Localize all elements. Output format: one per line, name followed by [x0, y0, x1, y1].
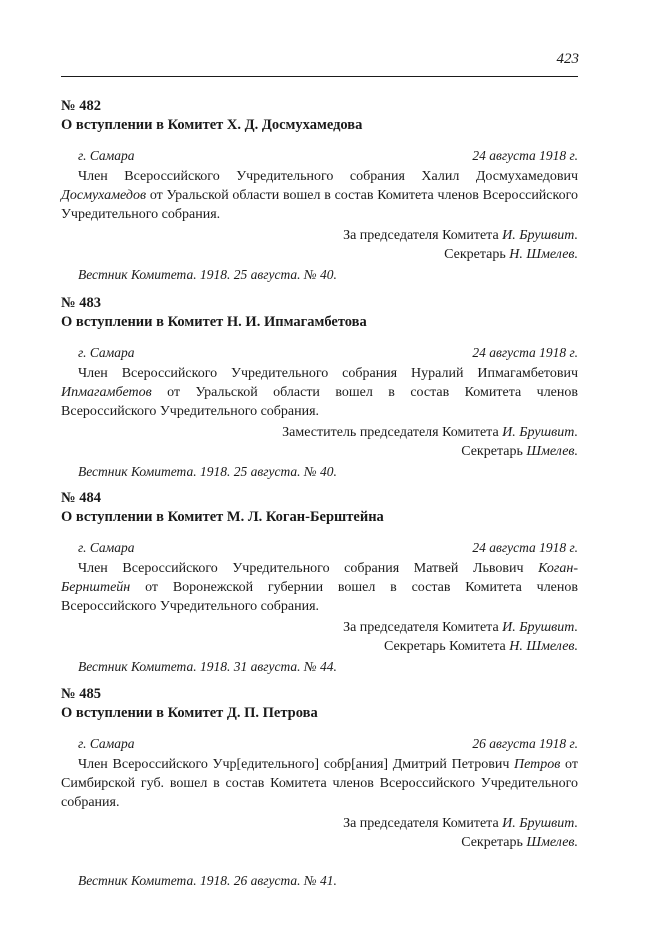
signature-secretary [61, 442, 578, 461]
document-484 [61, 489, 578, 676]
signature-chairman [61, 814, 578, 833]
signature-name: Н. Шмелев. [509, 639, 578, 654]
signature-name: Шмелев. [526, 444, 578, 459]
source-citation: Вестник Комитета. 1918. 31 августа. № 44. [78, 659, 337, 674]
place: г. Самара [78, 540, 135, 555]
document-title: О вступлении в Комитет Н. И. Ипмагамбетова [61, 314, 367, 330]
document-title: О вступлении в Комитет Д. П. Петрова [61, 705, 318, 721]
body-text-end: от Уральской области вошел в состав Комитета членов Всероссийского Учредительного собрания. [61, 188, 578, 222]
signature-secretary [61, 637, 578, 656]
member-name: Петров [514, 757, 561, 772]
document-483 [61, 294, 578, 481]
signature-role: Заместитель председателя Комитета [282, 425, 503, 440]
document-482 [61, 97, 578, 284]
place-date-line [61, 146, 578, 165]
signature-name: И. Брушвит. [502, 228, 578, 243]
document-485 [61, 685, 578, 890]
signature-secretary [61, 833, 578, 852]
member-name: Коган-Бернштейн [61, 561, 578, 595]
date: 24 августа 1918 г. [472, 148, 578, 163]
document-body [61, 755, 578, 812]
signature-chairman [61, 423, 578, 442]
document-body [61, 167, 578, 224]
signature-chairman [61, 618, 578, 637]
place: г. Самара [78, 736, 135, 751]
signature-name: И. Брушвит. [502, 425, 578, 440]
place-date-line [61, 343, 578, 362]
document-number: № 484 [61, 490, 101, 506]
document-title: О вступлении в Комитет М. Л. Коган-Берштейна [61, 509, 384, 525]
document-number: № 485 [61, 686, 101, 702]
signature-secretary [61, 245, 578, 264]
place: г. Самара [78, 345, 135, 360]
document-body [61, 559, 578, 616]
place-date-line [61, 538, 578, 557]
body-text-end: от Воронежской губернии вошел в состав Комитета членов Всероссийского Учредительного собрания. [61, 580, 578, 614]
signature-name: И. Брушвит. [502, 816, 578, 831]
place-date-line [61, 734, 578, 753]
place: г. Самара [78, 148, 135, 163]
signature-name: Шмелев. [526, 835, 578, 850]
body-text-start: Член Всероссийского Учр[едительного] собр[ания] Дмитрий Петрович [78, 757, 515, 772]
signature-name: Н. Шмелев. [509, 247, 578, 262]
body-text-start: Член Всероссийского Учредительного собрания Матвей Львович [78, 561, 539, 576]
page-number: 423 [556, 51, 579, 67]
signature-role: Секретарь [444, 247, 510, 262]
body-text-start: Член Всероссийского Учредительного собрания Халил Досмухамедович [78, 169, 578, 184]
signatures [61, 226, 578, 264]
signature-role: За председателя Комитета [343, 816, 503, 831]
document-number: № 483 [61, 295, 101, 311]
signature-name: И. Брушвит. [502, 620, 578, 635]
signature-role: За председателя Комитета [343, 620, 503, 635]
document-number: № 482 [61, 98, 101, 114]
signatures [61, 618, 578, 656]
body-text-end: от Симбирской губ. вошел в состав Комитета членов Всероссийского Учредительного собрания. [61, 757, 578, 810]
source-citation: Вестник Комитета. 1918. 25 августа. № 40. [78, 464, 337, 479]
signature-chairman [61, 226, 578, 245]
date: 26 августа 1918 г. [472, 736, 578, 751]
date: 24 августа 1918 г. [472, 540, 578, 555]
signature-role: За председателя Комитета [343, 228, 503, 243]
signatures [61, 423, 578, 461]
document-body [61, 364, 578, 421]
source-citation: Вестник Комитета. 1918. 26 августа. № 41. [78, 873, 337, 888]
document-title: О вступлении в Комитет Х. Д. Досмухамедова [61, 117, 363, 133]
member-name: Ипмагамбетов [61, 385, 152, 400]
body-text-start: Член Всероссийского Учредительного собрания Нуралий Ипмагамбетович [78, 366, 578, 381]
member-name: Досмухамедов [61, 188, 147, 203]
header-rule [61, 76, 578, 77]
signature-role: Секретарь Комитета [384, 639, 510, 654]
signature-role: Секретарь [461, 835, 527, 850]
signatures [61, 814, 578, 852]
body-text-end: от Уральской области вошел в состав Комитета членов Всероссийского Учредительного собрания. [61, 385, 578, 419]
date: 24 августа 1918 г. [472, 345, 578, 360]
signature-role: Секретарь [461, 444, 527, 459]
source-citation: Вестник Комитета. 1918. 25 августа. № 40. [78, 267, 337, 282]
